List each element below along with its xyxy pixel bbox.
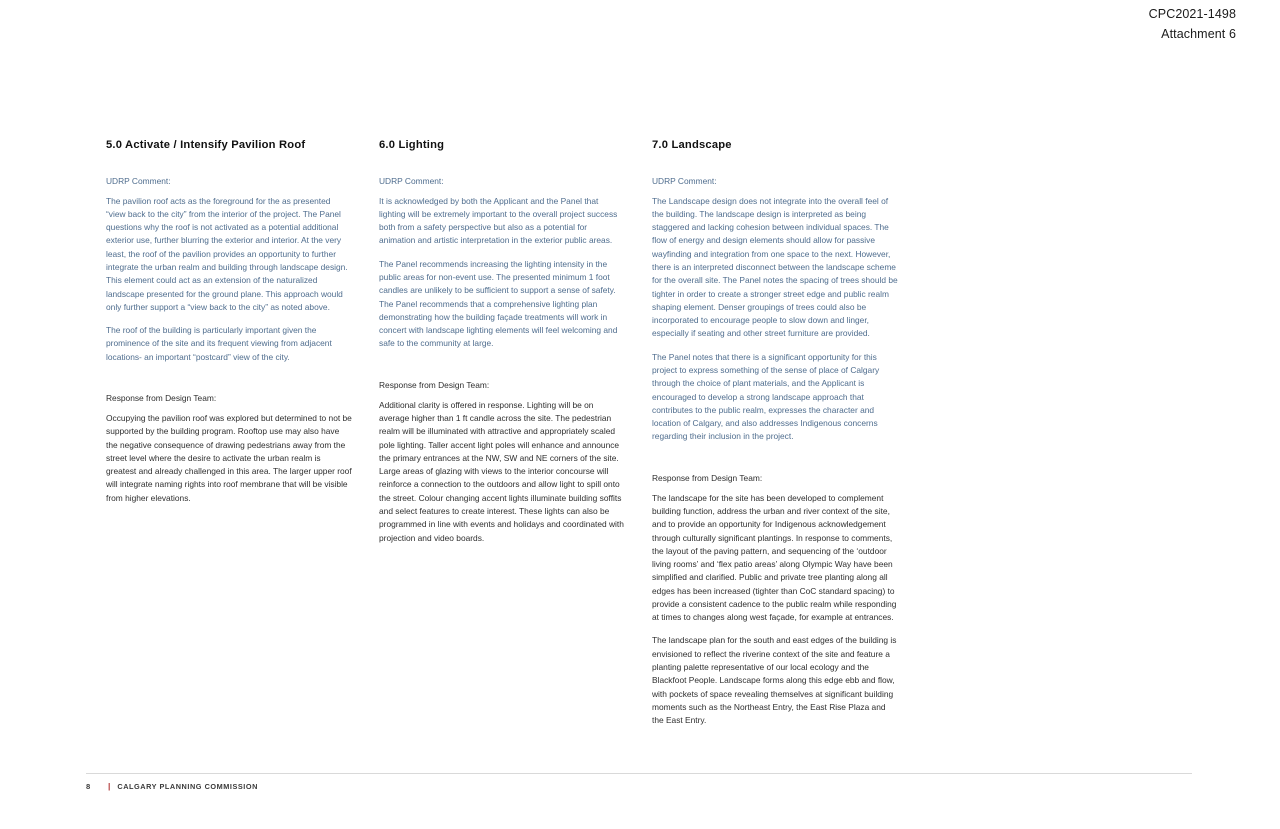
section-column-7 bbox=[652, 138, 898, 737]
udrp-paragraph: The Landscape design does not integrate into the overall feel of the building. The landscape design is interpreted as being staggered and lacking cohesion between individual spaces. The flow of energy and design elements should allow for passive wayfinding and integration from one space to the next. However, there is an interpreted disconnect between the landscape scheme for the overall site. The Panel notes the spacing of trees should be tighter in order to create a stronger street edge and public realm shaping element. Denser groupings of trees could also be incorporated to encourage people to slow down and linger, especially if seating and other street furniture are provided. bbox=[652, 195, 898, 339]
udrp-comment-label-5: UDRP Comment: bbox=[106, 175, 171, 186]
footer-separator: | bbox=[108, 781, 111, 791]
page-footer bbox=[86, 781, 258, 791]
document-number: CPC2021-1498 bbox=[1148, 7, 1236, 21]
section-title-6: 6.0 Lighting bbox=[379, 139, 445, 151]
udrp-paragraph: The Panel notes that there is a significant opportunity for this project to express something of the sense of place of Calgary through the choice of plant materials, and the Applicant is encouraged to develop a strong landscape approach that contributes to the public realm, expresses the character and location of Calgary, and also addresses Indigenous concerns regarding their inclusion in the project. bbox=[652, 351, 880, 442]
udrp-paragraph: It is acknowledged by both the Applicant and the Panel that lighting will be extremely important to the overall project success both from a safety perspective but also as a potential for animation and artistic interpretation in the exterior public areas. bbox=[379, 195, 618, 246]
udrp-paragraph: The roof of the building is particularly important given the prominence of the site and its frequent viewing from adjacent locations- an important “postcard” view of the city. bbox=[106, 325, 332, 362]
response-paragraph: The landscape plan for the south and east edges of the building is envisioned to reflect the riverine context of the site and feature a planting palette representative of our local ecology and the Blackfoot People. Landscape forms along this edge ebb and flow, with pockets of space revealing themselves at significant building moments such as the Northeast Entry, the East Rise Plaza and the East Entry. bbox=[652, 635, 897, 726]
response-paragraph: Additional clarity is offered in response. Lighting will be on average higher than 1 ft candle across the site. The pedestrian realm will be illuminated with attractive and appropriately scaled pole lighting. Taller accent light poles will enhance and announce the primary entrances at the NW, SW and NE corners of the site. Large areas of glazing with views to the interior concourse will reinforce a connection to the outdoors and allow light to spill onto the street. Colour changing accent lights illuminate building soffits and select features to create interest. These lights can also be programmed in line with events and holidays and coordinated with projection and video boards. bbox=[379, 399, 624, 543]
response-label-7: Response from Design Team: bbox=[652, 472, 763, 483]
section-title-5: 5.0 Activate / Intensify Pavilion Roof bbox=[106, 139, 306, 151]
attachment-label: Attachment 6 bbox=[1161, 27, 1236, 41]
section-column-6 bbox=[379, 138, 625, 555]
udrp-paragraph: The Panel recommends increasing the lighting intensity in the public areas for non-event use. The presented minimum 1 foot candles are unlikely to be sufficient to support a sense of safety. The Panel recommends that a comprehensive lighting plan demonstrating how the building façade treatments will work in concert with landscape lighting elements will feel welcoming and safe to the community at large. bbox=[379, 258, 618, 349]
response-paragraph: Occupying the pavilion roof was explored but determined to not be supported by the building program. Rooftop use may also have the negative consequence of drawing pedestrians away from the street level where the desire to activate the urban realm is greatest and already challenged in this area. The larger upper roof will integrate naming rights into roof membrane that will be visible from higher elevations. bbox=[106, 412, 352, 503]
footer-divider bbox=[86, 773, 1192, 774]
section-title-7: 7.0 Landscape bbox=[652, 139, 732, 151]
document-reference-header bbox=[1149, 4, 1236, 44]
footer-organization: CALGARY PLANNING COMMISSION bbox=[117, 781, 258, 791]
footer-page-number: 8 bbox=[86, 781, 91, 791]
response-label-5: Response from Design Team: bbox=[106, 392, 217, 403]
udrp-paragraph: The pavilion roof acts as the foreground for the as presented “view back to the city” from the interior of the project. The Panel questions why the roof is not activated as a potential additional exterior use, further blurring the exterior and interior. At the very least, the roof of the pavilion provides an opportunity to further integrate the urban realm and building through landscape design. This element could act as an extension of the naturalized landscape presented for the ground plane. This approach would only further support a “view back to the city” as noted above. bbox=[106, 195, 348, 312]
udrp-comment-label-7: UDRP Comment: bbox=[652, 175, 717, 186]
section-column-5 bbox=[106, 138, 352, 515]
response-label-6: Response from Design Team: bbox=[379, 379, 490, 390]
response-paragraph: The landscape for the site has been developed to complement building function, address the urban and river context of the site, and to provide an opportunity for Indigenous acknowledgement through culturally significant plantings. In response to comments, the layout of the paving pattern, and sequencing of the ‘outdoor living rooms’ and ‘flex patio areas’ along Olympic Way have been simplified and clarified. Public and private tree planting along all edges has been increased (tighter than CoC standard spacing) to provide a consistent cadence to the public realm while responding at times to changes along west façade, for example at entrances. bbox=[652, 492, 897, 623]
udrp-comment-label-6: UDRP Comment: bbox=[379, 175, 444, 186]
